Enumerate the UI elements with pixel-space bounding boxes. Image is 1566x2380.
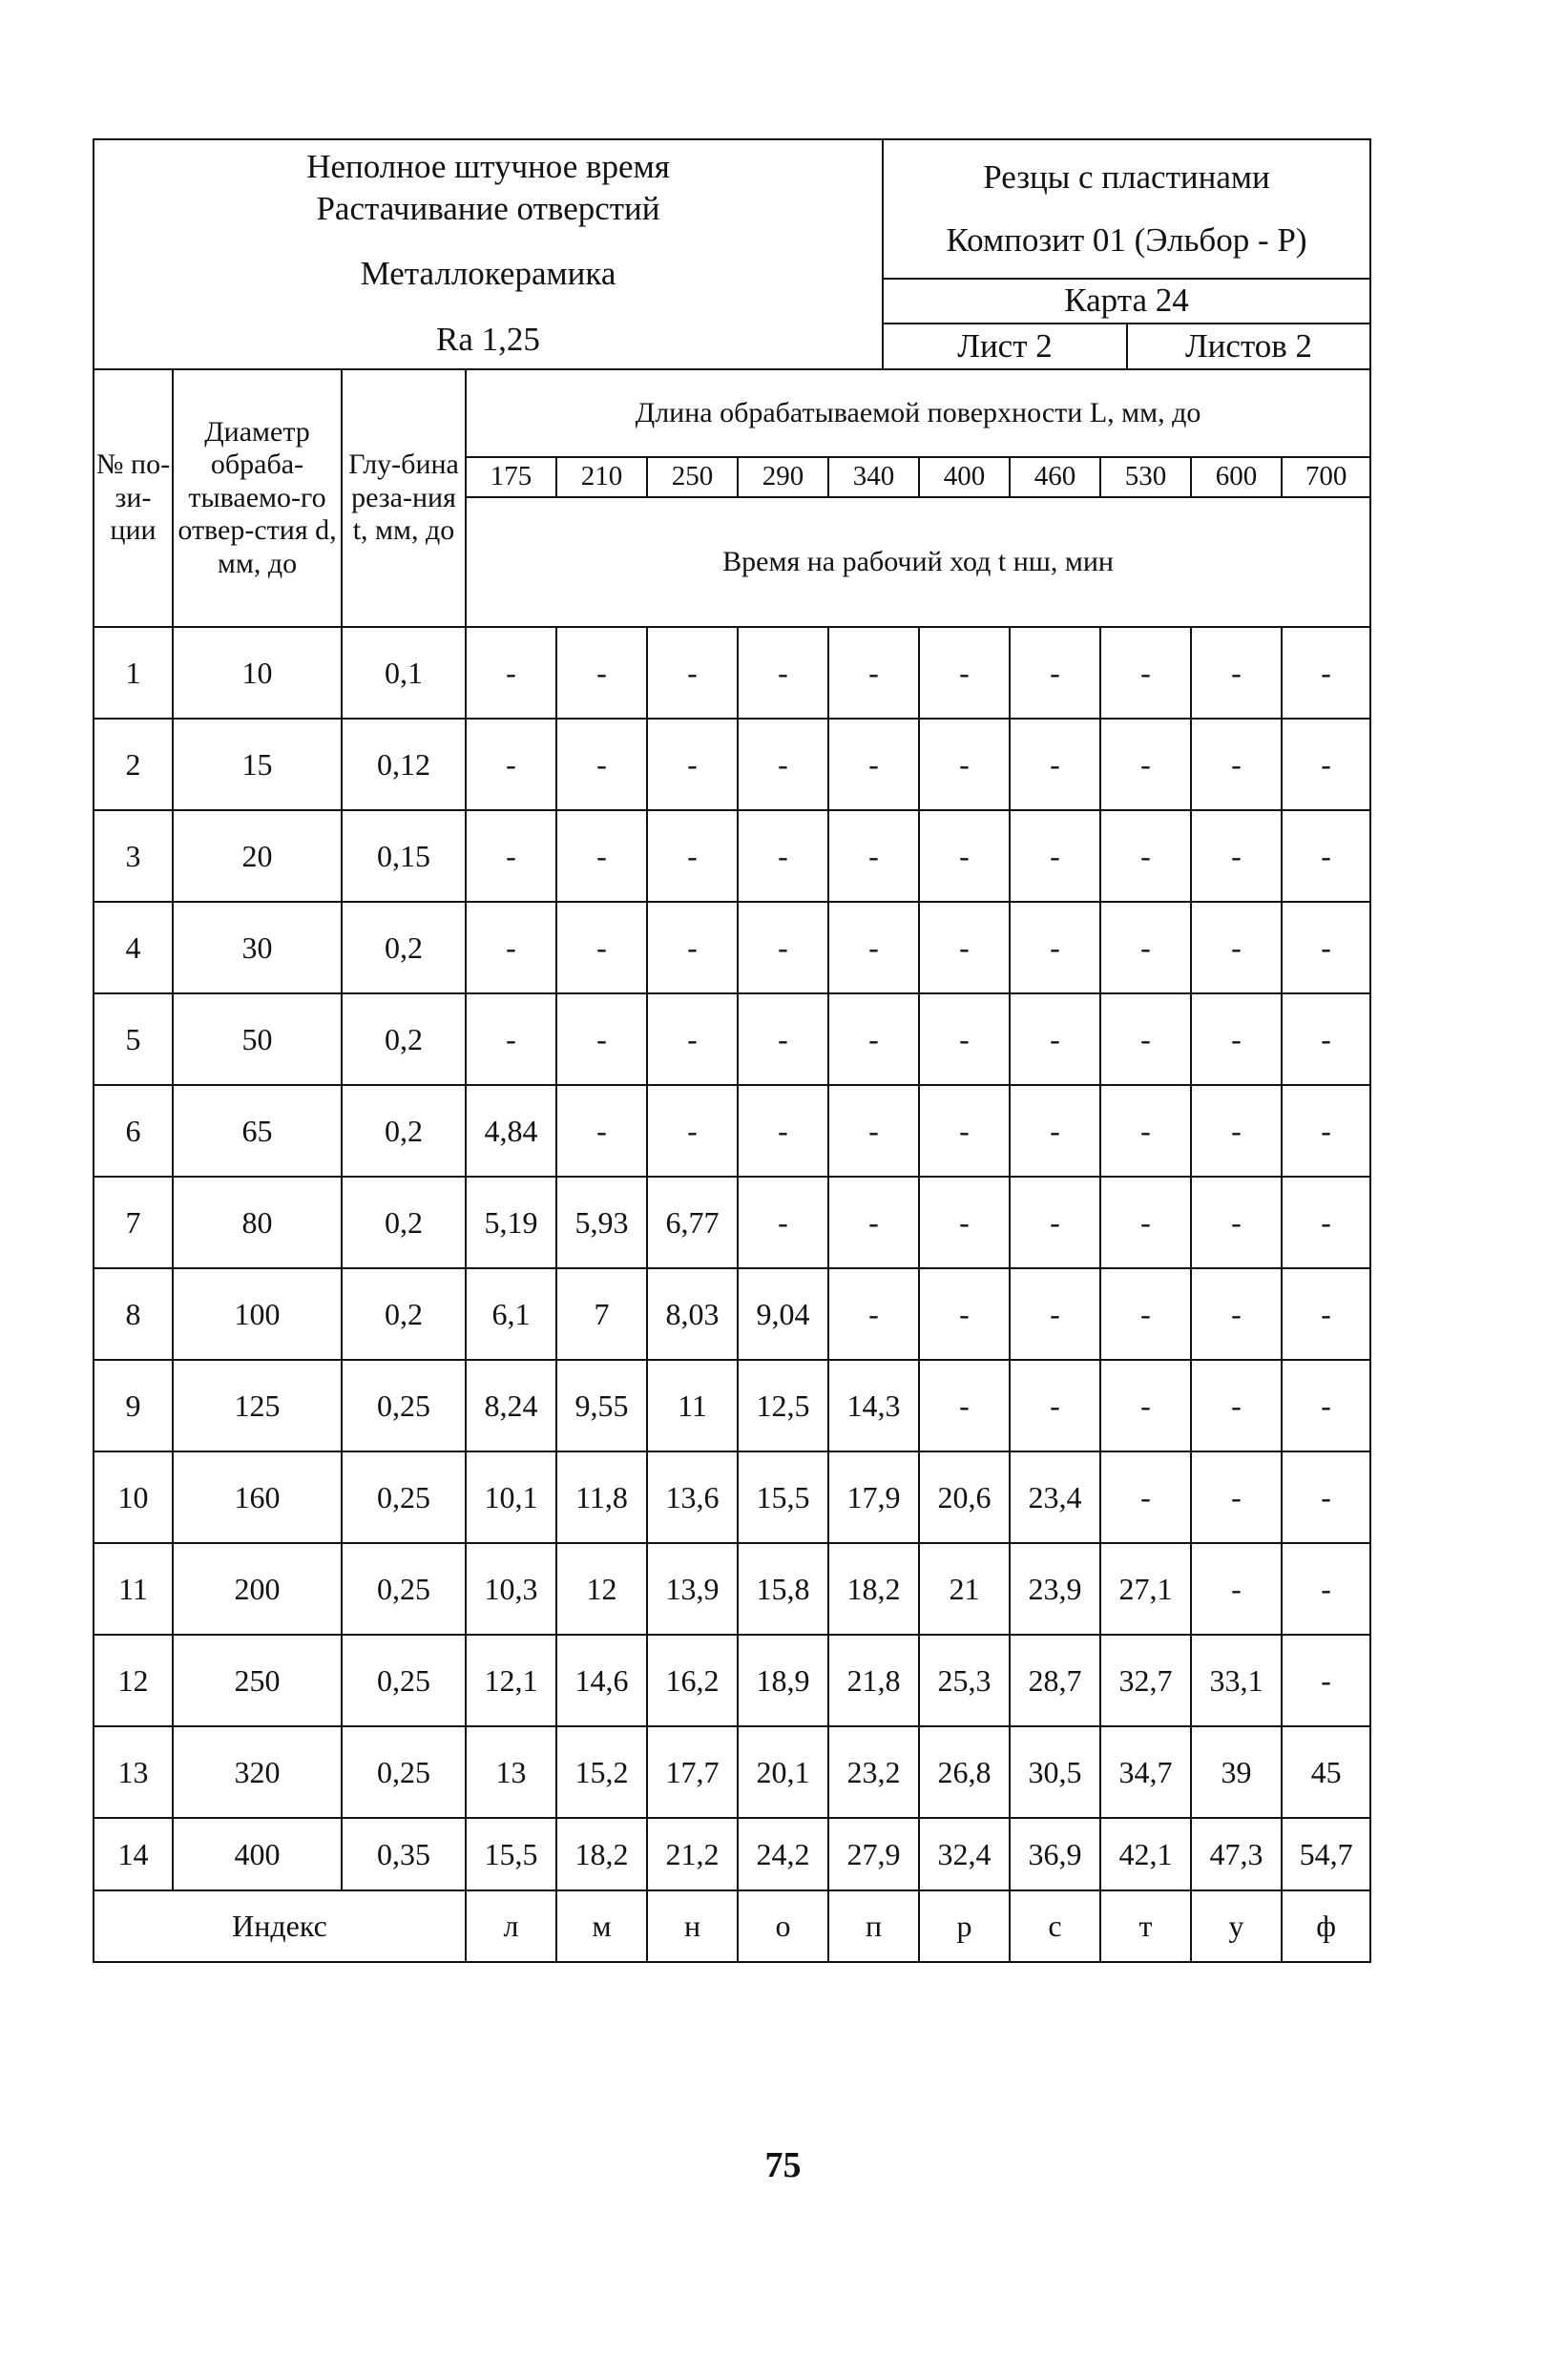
time-cell: 33,1 [1191, 1635, 1282, 1726]
time-cell: 17,7 [647, 1726, 738, 1818]
index-letter: у [1191, 1890, 1282, 1962]
time-cell: - [1282, 1543, 1370, 1635]
index-letter: н [647, 1890, 738, 1962]
time-cell: - [556, 902, 647, 993]
table-row [94, 627, 1370, 719]
time-cell: - [647, 810, 738, 902]
table-row [94, 1177, 1370, 1268]
time-cell: - [1282, 1177, 1370, 1268]
table-row [94, 993, 1370, 1085]
time-cell: 18,9 [738, 1635, 828, 1726]
time-cell: - [1191, 902, 1282, 993]
length-value: 210 [556, 457, 647, 497]
time-cell: 7 [556, 1268, 647, 1360]
time-cell: - [738, 719, 828, 810]
page-number: 75 [764, 2145, 802, 2185]
time-cell: - [1191, 1451, 1282, 1543]
index-letter: п [828, 1890, 919, 1962]
title-block [94, 139, 883, 369]
col-header-diameter: Диаметр обраба-тываемо-го отвер-стия d, мм, до [173, 369, 342, 627]
time-cell: - [1282, 719, 1370, 810]
time-cell: 18,2 [556, 1818, 647, 1890]
index-letter: р [919, 1890, 1010, 1962]
time-cell: - [919, 902, 1010, 993]
sheet-number: Лист 2 [883, 324, 1127, 369]
time-cell: 15,8 [738, 1543, 828, 1635]
time-cell: 20,1 [738, 1726, 828, 1818]
time-cell: - [738, 993, 828, 1085]
diameter-cell: 15 [173, 719, 342, 810]
pos-cell: 4 [94, 902, 173, 993]
diameter-cell: 320 [173, 1726, 342, 1818]
diameter-cell: 30 [173, 902, 342, 993]
time-cell: 45 [1282, 1726, 1370, 1818]
diameter-cell: 160 [173, 1451, 342, 1543]
time-cell: - [828, 810, 919, 902]
time-cell: 32,7 [1100, 1635, 1191, 1726]
length-value: 340 [828, 457, 919, 497]
time-cell: 17,9 [828, 1451, 919, 1543]
time-cell: - [1100, 719, 1191, 810]
time-cell: - [556, 627, 647, 719]
pos-cell: 3 [94, 810, 173, 902]
time-cell: - [1191, 719, 1282, 810]
time-cell: - [466, 810, 556, 902]
time-cell: - [738, 627, 828, 719]
time-cell: 12,1 [466, 1635, 556, 1726]
time-cell: - [556, 719, 647, 810]
time-cell: 15,5 [466, 1818, 556, 1890]
time-cell: - [738, 902, 828, 993]
time-cell: - [466, 719, 556, 810]
pos-cell: 11 [94, 1543, 173, 1635]
time-cell: - [1191, 993, 1282, 1085]
time-cell: - [1010, 627, 1100, 719]
time-cell: - [1100, 1177, 1191, 1268]
time-cell: 23,9 [1010, 1543, 1100, 1635]
time-cell: 11,8 [556, 1451, 647, 1543]
depth-cell: 0,15 [342, 810, 466, 902]
time-cell: 10,1 [466, 1451, 556, 1543]
time-cell: - [919, 810, 1010, 902]
table-row [94, 1818, 1370, 1890]
time-cell: 8,03 [647, 1268, 738, 1360]
time-cell: - [828, 1177, 919, 1268]
table-row [94, 902, 1370, 993]
index-letter: с [1010, 1890, 1100, 1962]
time-cell: 27,9 [828, 1818, 919, 1890]
time-cell: - [1010, 902, 1100, 993]
time-cell: 10,3 [466, 1543, 556, 1635]
table-row [94, 1635, 1370, 1726]
time-cell: 21,8 [828, 1635, 919, 1726]
sheets-total: Листов 2 [1127, 324, 1370, 369]
index-letter: л [466, 1890, 556, 1962]
time-cell: 47,3 [1191, 1818, 1282, 1890]
time-cell: - [1100, 1085, 1191, 1177]
time-cell: 39 [1191, 1726, 1282, 1818]
time-cell: 5,93 [556, 1177, 647, 1268]
norm-card [93, 138, 1369, 1963]
material-label: Металлокерамика [360, 254, 616, 292]
time-cell: 26,8 [919, 1726, 1010, 1818]
table-row [94, 1451, 1370, 1543]
time-cell: 5,19 [466, 1177, 556, 1268]
length-value: 175 [466, 457, 556, 497]
title-line-1: Неполное штучное время [306, 148, 670, 185]
time-cell: - [1100, 810, 1191, 902]
table-row [94, 1268, 1370, 1360]
time-cell: - [1010, 719, 1100, 810]
time-cell: - [1100, 993, 1191, 1085]
time-cell: - [1282, 1451, 1370, 1543]
time-cell: 27,1 [1100, 1543, 1191, 1635]
time-cell: - [647, 719, 738, 810]
tool-block [883, 139, 1370, 279]
depth-cell: 0,12 [342, 719, 466, 810]
diameter-cell: 50 [173, 993, 342, 1085]
col-header-length: Длина обрабатываемой поверхности L, мм, до [466, 369, 1370, 457]
pos-cell: 5 [94, 993, 173, 1085]
time-cell: - [1191, 1543, 1282, 1635]
time-cell: - [828, 993, 919, 1085]
pos-cell: 10 [94, 1451, 173, 1543]
time-cell: - [556, 1085, 647, 1177]
depth-cell: 0,25 [342, 1726, 466, 1818]
pos-cell: 6 [94, 1085, 173, 1177]
time-cell: - [1282, 902, 1370, 993]
time-cell: 11 [647, 1360, 738, 1451]
time-cell: 23,4 [1010, 1451, 1100, 1543]
time-cell: - [1191, 627, 1282, 719]
depth-cell: 0,25 [342, 1360, 466, 1451]
time-cell: - [1010, 1177, 1100, 1268]
time-cell: - [919, 1085, 1010, 1177]
time-cell: - [556, 993, 647, 1085]
diameter-cell: 250 [173, 1635, 342, 1726]
time-cell: 4,84 [466, 1085, 556, 1177]
time-cell: 42,1 [1100, 1818, 1191, 1890]
table-row [94, 810, 1370, 902]
depth-cell: 0,25 [342, 1543, 466, 1635]
time-cell: - [828, 1085, 919, 1177]
time-cell: 12 [556, 1543, 647, 1635]
time-cell: - [466, 993, 556, 1085]
time-cell: 36,9 [1010, 1818, 1100, 1890]
index-letter: ф [1282, 1890, 1370, 1962]
time-cell: - [1100, 1268, 1191, 1360]
table-row [94, 1543, 1370, 1635]
time-cell: 16,2 [647, 1635, 738, 1726]
time-cell: - [1282, 1360, 1370, 1451]
diameter-cell: 200 [173, 1543, 342, 1635]
time-cell: - [738, 1177, 828, 1268]
depth-cell: 0,2 [342, 1268, 466, 1360]
pos-cell: 13 [94, 1726, 173, 1818]
card-header [93, 138, 1371, 370]
time-cell: - [1010, 993, 1100, 1085]
index-letter: о [738, 1890, 828, 1962]
pos-cell: 14 [94, 1818, 173, 1890]
time-cell: 28,7 [1010, 1635, 1100, 1726]
time-cell: - [919, 719, 1010, 810]
pos-cell: 9 [94, 1360, 173, 1451]
time-cell: - [1100, 902, 1191, 993]
depth-cell: 0,35 [342, 1818, 466, 1890]
time-cell: - [647, 1085, 738, 1177]
time-cell: 15,5 [738, 1451, 828, 1543]
tool-label: Резцы с пластинами [983, 158, 1270, 197]
diameter-cell: 125 [173, 1360, 342, 1451]
time-cell: - [1010, 1360, 1100, 1451]
depth-cell: 0,2 [342, 1177, 466, 1268]
time-cell: - [1191, 810, 1282, 902]
time-cell: 34,7 [1100, 1726, 1191, 1818]
table-body [94, 627, 1370, 1890]
time-cell: - [919, 1177, 1010, 1268]
time-cell: - [738, 1085, 828, 1177]
tool-material-label: Композит 01 (Эльбор - Р) [946, 220, 1307, 259]
time-cell: 8,24 [466, 1360, 556, 1451]
table-row [94, 1726, 1370, 1818]
time-cell: 14,6 [556, 1635, 647, 1726]
time-cell: - [1282, 1085, 1370, 1177]
col-header-pos: № по-зи-ции [94, 369, 173, 627]
time-cell: 14,3 [828, 1360, 919, 1451]
length-value: 400 [919, 457, 1010, 497]
time-cell: - [1282, 1268, 1370, 1360]
time-cell: - [647, 627, 738, 719]
time-cell: - [1100, 1451, 1191, 1543]
time-cell: - [828, 902, 919, 993]
time-cell: 20,6 [919, 1451, 1010, 1543]
table-row [94, 1360, 1370, 1451]
time-cell: - [1010, 810, 1100, 902]
diameter-cell: 400 [173, 1818, 342, 1890]
time-cell: - [556, 810, 647, 902]
pos-cell: 12 [94, 1635, 173, 1726]
time-cell: - [1100, 1360, 1191, 1451]
depth-cell: 0,2 [342, 993, 466, 1085]
depth-cell: 0,1 [342, 627, 466, 719]
diameter-cell: 65 [173, 1085, 342, 1177]
title-line-2: Растачивание отверстий [316, 189, 660, 227]
length-value: 290 [738, 457, 828, 497]
col-header-time: Время на рабочий ход t нш, мин [466, 497, 1370, 627]
time-cell: 18,2 [828, 1543, 919, 1635]
time-cell: - [647, 902, 738, 993]
table-row [94, 1085, 1370, 1177]
time-cell: - [1010, 1268, 1100, 1360]
time-cell: 25,3 [919, 1635, 1010, 1726]
time-table [93, 368, 1371, 1963]
time-cell: - [1282, 1635, 1370, 1726]
time-cell: 23,2 [828, 1726, 919, 1818]
pos-cell: 7 [94, 1177, 173, 1268]
time-cell: - [1282, 810, 1370, 902]
time-cell: - [919, 993, 1010, 1085]
length-value: 530 [1100, 457, 1191, 497]
time-cell: 30,5 [1010, 1726, 1100, 1818]
time-cell: - [466, 627, 556, 719]
time-cell: - [1100, 627, 1191, 719]
time-cell: 24,2 [738, 1818, 828, 1890]
diameter-cell: 100 [173, 1268, 342, 1360]
pos-cell: 8 [94, 1268, 173, 1360]
time-cell: 54,7 [1282, 1818, 1370, 1890]
index-letter: м [556, 1890, 647, 1962]
time-cell: - [738, 810, 828, 902]
time-cell: - [828, 627, 919, 719]
time-cell: 6,1 [466, 1268, 556, 1360]
time-cell: - [828, 1268, 919, 1360]
time-cell: - [647, 993, 738, 1085]
time-cell: 9,04 [738, 1268, 828, 1360]
depth-cell: 0,2 [342, 1085, 466, 1177]
time-cell: 13,6 [647, 1451, 738, 1543]
index-label: Индекс [94, 1890, 466, 1962]
table-row [94, 719, 1370, 810]
diameter-cell: 20 [173, 810, 342, 902]
time-cell: - [466, 902, 556, 993]
index-letter: т [1100, 1890, 1191, 1962]
time-cell: 15,2 [556, 1726, 647, 1818]
time-cell: 13 [466, 1726, 556, 1818]
time-cell: - [1191, 1268, 1282, 1360]
time-cell: - [828, 719, 919, 810]
time-cell: - [1282, 993, 1370, 1085]
time-cell: - [1191, 1360, 1282, 1451]
pos-cell: 1 [94, 627, 173, 719]
time-cell: - [1191, 1085, 1282, 1177]
roughness-label: Ra 1,25 [436, 321, 540, 359]
length-value: 460 [1010, 457, 1100, 497]
time-cell: - [919, 1268, 1010, 1360]
card-number: Карта 24 [883, 279, 1370, 324]
time-cell: - [1191, 1177, 1282, 1268]
time-cell: 12,5 [738, 1360, 828, 1451]
time-cell: - [919, 1360, 1010, 1451]
pos-cell: 2 [94, 719, 173, 810]
length-value: 250 [647, 457, 738, 497]
time-cell: 6,77 [647, 1177, 738, 1268]
length-value: 700 [1282, 457, 1370, 497]
diameter-cell: 80 [173, 1177, 342, 1268]
time-cell: - [1282, 627, 1370, 719]
length-value: 600 [1191, 457, 1282, 497]
time-cell: 13,9 [647, 1543, 738, 1635]
time-cell: 9,55 [556, 1360, 647, 1451]
time-cell: 32,4 [919, 1818, 1010, 1890]
depth-cell: 0,25 [342, 1451, 466, 1543]
time-cell: 21 [919, 1543, 1010, 1635]
time-cell: - [919, 627, 1010, 719]
time-cell: - [1010, 1085, 1100, 1177]
depth-cell: 0,2 [342, 902, 466, 993]
col-header-depth: Глу-бина реза-ния t, мм, до [342, 369, 466, 627]
index-row [94, 1890, 1370, 1962]
time-cell: 21,2 [647, 1818, 738, 1890]
depth-cell: 0,25 [342, 1635, 466, 1726]
diameter-cell: 10 [173, 627, 342, 719]
